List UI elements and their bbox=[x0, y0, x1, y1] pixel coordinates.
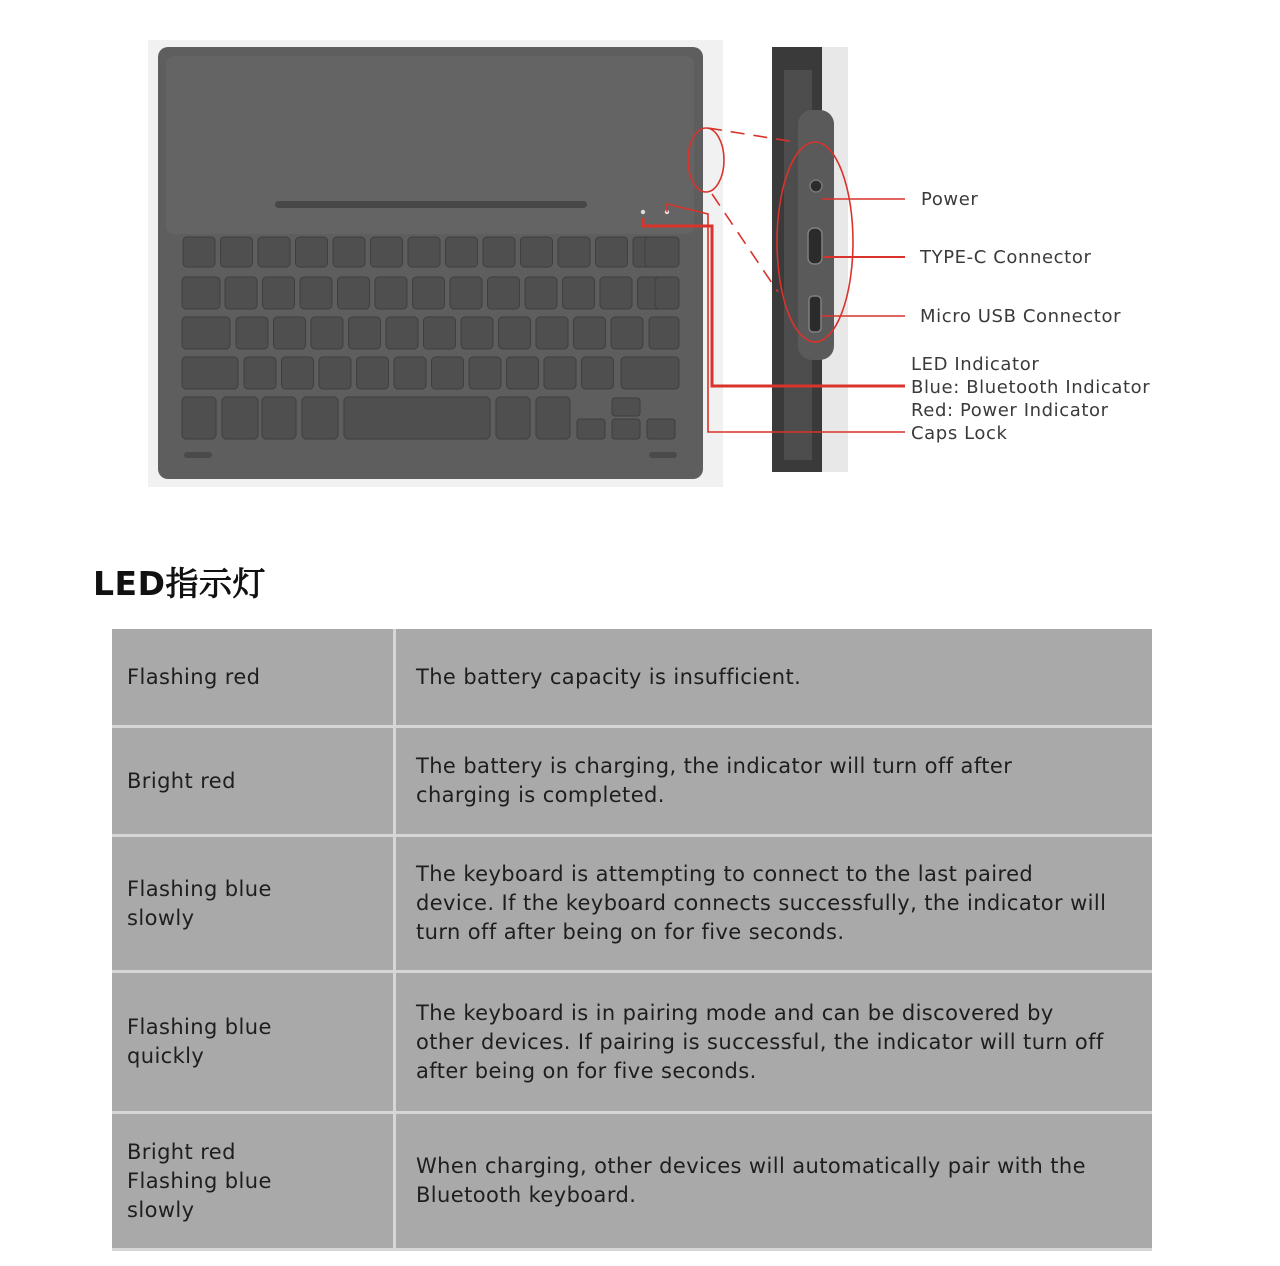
keyboard-key bbox=[262, 397, 296, 439]
led-state-cell bbox=[112, 1113, 395, 1250]
keyboard-key bbox=[536, 317, 568, 349]
keyboard-key bbox=[488, 277, 520, 309]
keyboard-key bbox=[649, 317, 679, 349]
keyboard-key bbox=[344, 397, 490, 439]
callout-power: Power bbox=[921, 189, 979, 210]
keyboard-key bbox=[521, 237, 553, 267]
led-state-text: Bright red bbox=[127, 768, 236, 793]
led-description-cell: The battery is charging, the indicator will turn off after charging is completed. bbox=[395, 727, 1153, 836]
led-state-text: Flashing blue bbox=[127, 1015, 272, 1039]
keyboard-key bbox=[563, 277, 595, 309]
keyboard-key bbox=[507, 357, 539, 389]
arrow-key bbox=[612, 398, 640, 416]
keyboard-key bbox=[469, 357, 501, 389]
keyboard-key bbox=[311, 317, 343, 349]
callout-red-power: Red: Power Indicator bbox=[911, 400, 1109, 421]
keyboard-key bbox=[582, 357, 614, 389]
table-row bbox=[112, 629, 1152, 727]
micro-usb-port bbox=[809, 296, 821, 332]
keyboard-key bbox=[258, 237, 290, 267]
type-c-port bbox=[808, 228, 822, 264]
keyboard-key bbox=[182, 317, 230, 349]
keyboard-key bbox=[333, 237, 365, 267]
led-state-text: quickly bbox=[127, 1044, 205, 1068]
callout-type-c: TYPE-C Connector bbox=[920, 247, 1092, 268]
keyboard-key bbox=[450, 277, 482, 309]
keyboard-key bbox=[432, 357, 464, 389]
keyboard-key bbox=[338, 277, 370, 309]
led-state-text: Flashing blue bbox=[127, 1168, 272, 1193]
led-description-cell: When charging, other devices will automatically pair with the Bluetooth keyboard. bbox=[395, 1113, 1153, 1250]
table-row bbox=[112, 727, 1152, 836]
led-state-text: Bright red bbox=[127, 1139, 236, 1164]
keyboard-key bbox=[413, 277, 445, 309]
keyboard-key bbox=[183, 237, 215, 267]
table-row bbox=[112, 1113, 1152, 1250]
keyboard-key bbox=[408, 237, 440, 267]
led-state-cell bbox=[112, 727, 395, 836]
callout-caps-lock: Caps Lock bbox=[911, 423, 1008, 444]
keyboard-key bbox=[446, 237, 478, 267]
keyboard-key bbox=[574, 317, 606, 349]
keyboard-key bbox=[319, 357, 351, 389]
keyboard-key bbox=[544, 357, 576, 389]
arrow-key bbox=[612, 419, 640, 439]
keyboard-key bbox=[302, 397, 338, 439]
led-state-cell bbox=[112, 836, 395, 972]
arrow-key bbox=[647, 419, 675, 439]
keyboard-key bbox=[296, 237, 328, 267]
keyboard-key bbox=[483, 237, 515, 267]
power-button bbox=[810, 180, 822, 192]
keyboard-key bbox=[461, 317, 493, 349]
keyboard-key bbox=[621, 357, 679, 389]
led-description-cell: The battery capacity is insufficient. bbox=[395, 629, 1153, 727]
keyboard-key bbox=[394, 357, 426, 389]
keyboard-key bbox=[375, 277, 407, 309]
keyboard-key bbox=[645, 237, 679, 267]
keyboard-key bbox=[357, 357, 389, 389]
keyboard-key bbox=[182, 277, 220, 309]
section-title: LED指示灯 bbox=[93, 564, 266, 603]
led-status-table bbox=[112, 629, 1152, 1251]
led-indicator-dot bbox=[641, 210, 645, 214]
keyboard-key bbox=[386, 317, 418, 349]
tablet-slot bbox=[275, 201, 587, 208]
callout-led-indicator: LED Indicator bbox=[911, 354, 1040, 375]
keyboard-key bbox=[600, 277, 632, 309]
keyboard-key bbox=[558, 237, 590, 267]
keyboard-key bbox=[496, 397, 530, 439]
keyboard-key bbox=[222, 397, 258, 439]
table-row bbox=[112, 972, 1152, 1113]
led-state-cell bbox=[112, 629, 395, 727]
table-row bbox=[112, 836, 1152, 972]
keyboard-key bbox=[596, 237, 628, 267]
callout-micro-usb: Micro USB Connector bbox=[920, 306, 1122, 327]
keyboard-key bbox=[611, 317, 643, 349]
keyboard-key bbox=[300, 277, 332, 309]
led-state-text: slowly bbox=[127, 1197, 195, 1222]
keyboard-key bbox=[655, 277, 679, 309]
keyboard-key bbox=[282, 357, 314, 389]
keyboard-diagram bbox=[0, 0, 1280, 520]
led-state-text: slowly bbox=[127, 905, 195, 930]
arrow-key bbox=[577, 419, 605, 439]
keyboard-key bbox=[274, 317, 306, 349]
led-description-cell: The keyboard is attempting to connect to the last paired device. If the keyboard connects successfully, the indicator will turn off after being on for five seconds. bbox=[395, 836, 1153, 972]
keyboard-key bbox=[221, 237, 253, 267]
keyboard-key bbox=[499, 317, 531, 349]
led-state-text: Flashing red bbox=[127, 664, 261, 689]
callout-blue-bluetooth: Blue: Bluetooth Indicator bbox=[911, 377, 1151, 398]
led-state-cell bbox=[112, 972, 395, 1113]
keyboard-key bbox=[424, 317, 456, 349]
keyboard-key bbox=[371, 237, 403, 267]
led-description-cell: The keyboard is in pairing mode and can be discovered by other devices. If pairing is successful, the indicator will turn off after being on for five seconds. bbox=[395, 972, 1153, 1113]
keyboard-key bbox=[525, 277, 557, 309]
keyboard-key bbox=[225, 277, 257, 309]
led-state-text: Flashing blue bbox=[127, 876, 272, 901]
keyboard-key bbox=[182, 397, 216, 439]
keyboard-key bbox=[349, 317, 381, 349]
keyboard-key bbox=[244, 357, 276, 389]
keyboard-key bbox=[263, 277, 295, 309]
foot-left bbox=[184, 452, 212, 458]
keyboard-key bbox=[182, 357, 238, 389]
keyboard-key bbox=[236, 317, 268, 349]
foot-right bbox=[649, 452, 677, 458]
keyboard-key bbox=[536, 397, 570, 439]
